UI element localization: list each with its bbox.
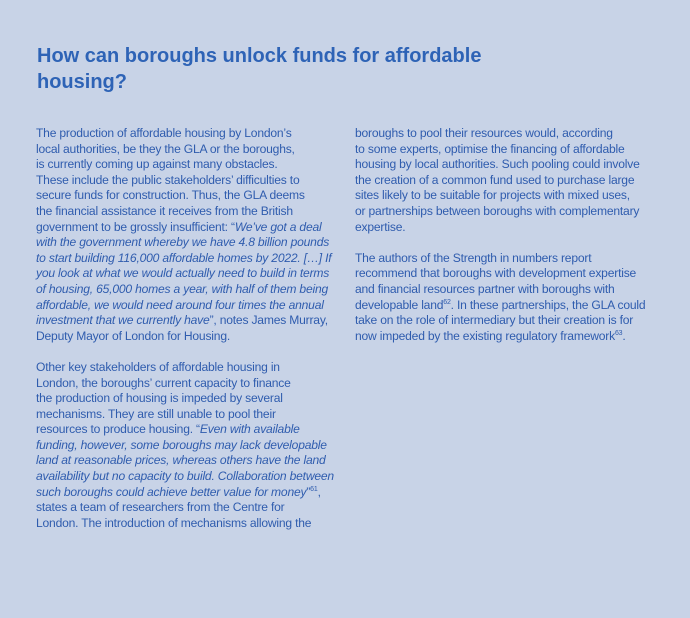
quote-text: to start building 116,000 affordable homes by 2022. […] If xyxy=(36,250,332,265)
text-run: resources to produce housing. “ xyxy=(36,422,200,437)
text-line: take on the role of intermediary but their creation is for xyxy=(355,313,634,328)
text-line: mechanisms. They are still unable to pool their xyxy=(36,406,276,421)
quote-text: funding, however, some boroughs may lack developable xyxy=(36,437,327,452)
text-run: . In these partnerships, the GLA could xyxy=(450,297,646,312)
footnote-ref: 63 xyxy=(614,329,623,337)
text-line: expertise. xyxy=(355,219,406,234)
text-line: These include the public stakeholders’ difficulties to xyxy=(36,172,300,187)
text-line: Deputy Mayor of London for Housing. xyxy=(36,328,231,343)
text-line xyxy=(36,220,334,236)
text-line: and financial resources partner with boroughs with xyxy=(355,281,615,296)
text-line: The production of affordable housing by London’s xyxy=(36,126,292,140)
quote-text: Even with available xyxy=(199,422,300,437)
footnote-ref: 61 xyxy=(310,485,318,493)
text-line: local authorities, be they the GLA or the boroughs, xyxy=(36,141,295,156)
text-line: or partnerships between boroughs with complementary xyxy=(355,203,640,218)
text-run: government to be grossly insufficient: “ xyxy=(36,219,235,234)
text-line: recommend that boroughs with development expertise xyxy=(355,266,637,281)
text-line: sites likely to be suitable for projects with mixed uses, xyxy=(355,188,630,203)
paragraph xyxy=(36,360,334,532)
quote-text: affordable, we would need around four times the annual xyxy=(36,297,324,312)
page-title xyxy=(37,43,557,95)
text-line: The authors of the Strength in numbers report xyxy=(355,250,592,265)
text-line: the production of housing is impeded by several xyxy=(36,391,283,406)
text-run: developable land xyxy=(355,297,444,312)
text-run: . xyxy=(622,328,626,343)
text-line: London. The introduction of mechanisms allowing the xyxy=(36,515,312,530)
text-line: the financial assistance it receives from the British xyxy=(36,203,293,218)
text-line: states a team of researchers from the Centre for xyxy=(36,500,285,515)
text-line: housing by local authorities. Such pooling could involve xyxy=(355,157,640,172)
text-run: , xyxy=(317,484,321,499)
quote-text: you look at what we would actually need to build in terms xyxy=(36,266,330,281)
paragraph xyxy=(36,126,334,344)
paragraph xyxy=(355,126,660,235)
quote-text: such boroughs could achieve better value for money xyxy=(36,484,307,499)
left-column xyxy=(36,126,334,547)
quote-text: land at reasonable prices, whereas others have the land xyxy=(36,453,326,468)
quote-text: We’ve got a deal xyxy=(234,219,322,234)
text-line: Other key stakeholders of affordable housing in xyxy=(36,359,280,374)
quote-text: availability but no capacity to build. Collaboration between xyxy=(36,469,334,484)
title-line-1: How can boroughs unlock funds for affordable xyxy=(37,45,482,67)
title-line-2: housing? xyxy=(37,71,127,93)
text-line: to some experts, optimise the financing of affordable xyxy=(355,141,625,156)
quote-text: investment that we currently have xyxy=(36,313,210,328)
paragraph xyxy=(355,251,660,345)
text-line xyxy=(355,329,660,345)
text-run: now impeded by the existing regulatory framework xyxy=(355,328,615,343)
text-line xyxy=(355,298,660,314)
text-line: boroughs to pool their resources would, according xyxy=(355,126,613,140)
text-line: secure funds for construction. Thus, the GLA deems xyxy=(36,188,305,203)
footnote-ref: 62 xyxy=(443,298,451,306)
text-line xyxy=(36,422,334,438)
text-line: is currently coming up against many obstacles. xyxy=(36,157,278,172)
right-column xyxy=(355,126,660,360)
text-line xyxy=(36,313,334,329)
text-line xyxy=(36,485,334,501)
text-run: ” xyxy=(306,484,311,499)
text-line: the creation of a common fund used to purchase large xyxy=(355,172,635,187)
text-line: London, the boroughs’ current capacity to finance xyxy=(36,375,291,390)
quote-text: with the government whereby we have 4.8 billion pounds xyxy=(36,235,330,250)
quote-text: of housing, 65,000 homes a year, with half of them being xyxy=(36,281,329,296)
text-run: ”, notes James Murray, xyxy=(209,313,328,328)
